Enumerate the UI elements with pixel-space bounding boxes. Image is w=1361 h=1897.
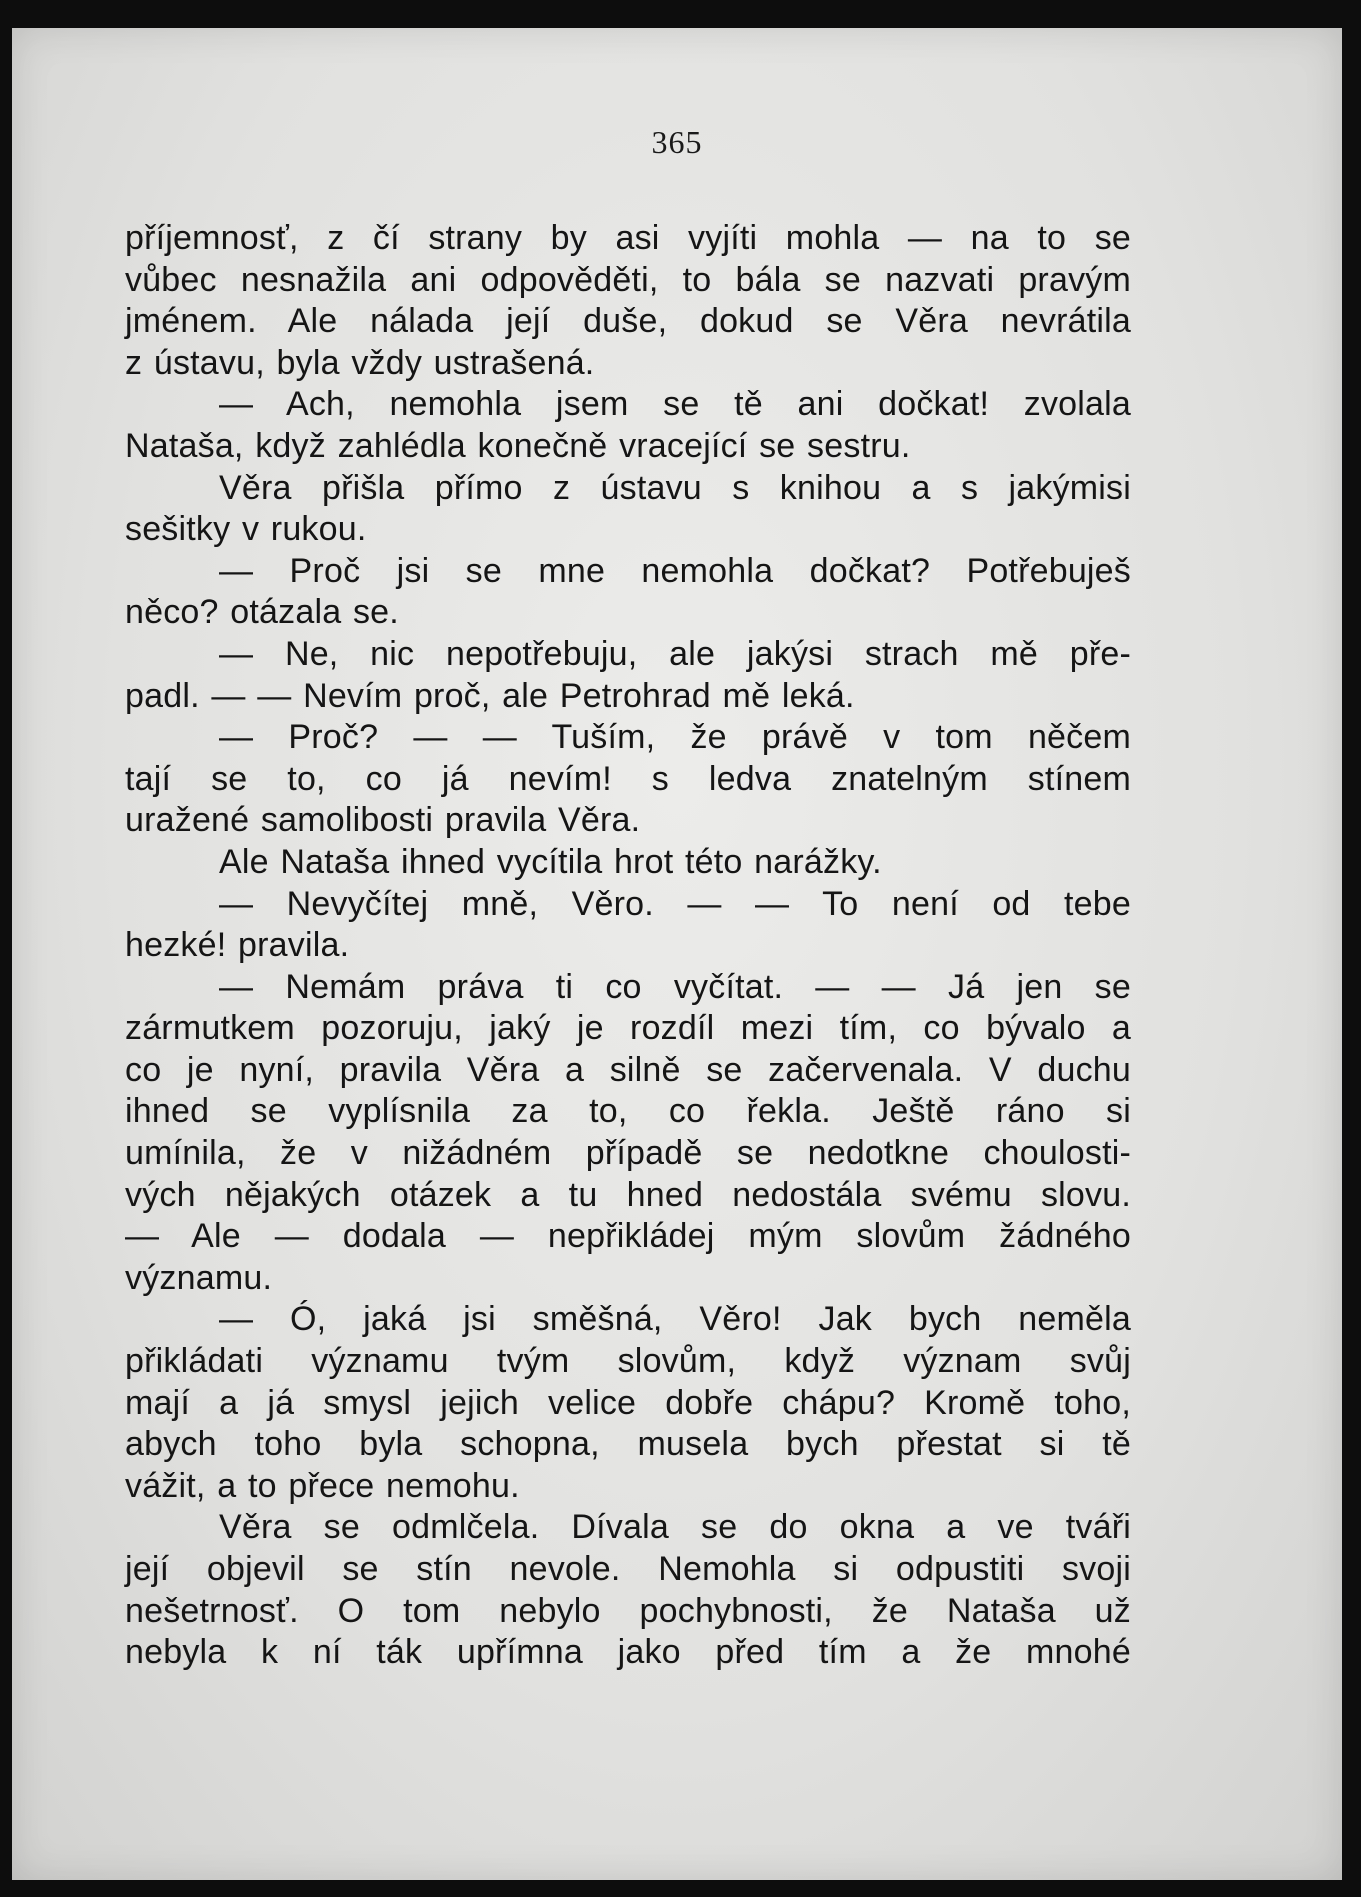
text-line: — Proč? — — Tuším, že právě v tom něčem bbox=[219, 718, 1131, 757]
text-line: vých nějakých otázek a tu hned nedostála svému slovu. bbox=[125, 1175, 1131, 1214]
text-line: přikládati významu tvým slovům, když význam svůj bbox=[125, 1342, 1131, 1381]
text-line: Ale Nataša ihned vycítila hrot této narážky. bbox=[219, 842, 882, 881]
text-line: z ústavu, byla vždy ustrašená. bbox=[125, 343, 595, 382]
book-page bbox=[12, 28, 1342, 1880]
text-line: něco? otázala se. bbox=[125, 593, 399, 632]
text-line: — Nemám práva ti co vyčítat. — — Já jen se bbox=[219, 967, 1131, 1006]
text-line: — Ne, nic nepotřebuju, ale jakýsi strach mě pře- bbox=[219, 634, 1131, 673]
text-line: příjemnosť, z čí strany by asi vyjíti mohla — na to se bbox=[125, 219, 1131, 257]
page-number: 365 bbox=[651, 124, 703, 160]
text-line: — Ó, jaká jsi směšná, Věro! Jak bych neměla bbox=[219, 1300, 1131, 1339]
text-line: zármutkem pozoruju, jaký je rozdíl mezi tím, co bývalo a bbox=[125, 1009, 1131, 1048]
text-line: nebyla k ní ták upřímna jako před tím a že mnohé bbox=[125, 1633, 1131, 1672]
text-line: významu. bbox=[125, 1258, 273, 1297]
text-line: abych toho byla schopna, musela bych přestat si tě bbox=[125, 1425, 1131, 1464]
text-line: padl. — — Nevím proč, ale Petrohrad mě leká. bbox=[125, 676, 855, 715]
text-line: mají a já smysl jejich velice dobře chápu? Kromě toho, bbox=[125, 1383, 1131, 1422]
text-line: Věra se odmlčela. Dívala se do okna a ve tváři bbox=[219, 1508, 1131, 1547]
text-line: ihned se vyplísnila za to, co řekla. Ještě ráno si bbox=[125, 1092, 1131, 1131]
text-line: — Ale — dodala — nepřikládej mým slovům žádného bbox=[125, 1217, 1131, 1256]
text-line: tají se to, co já nevím! s ledva znatelným stínem bbox=[125, 759, 1131, 798]
text-line: sešitky v rukou. bbox=[125, 510, 367, 549]
text-line: její objevil se stín nevole. Nemohla si odpustiti svoji bbox=[125, 1550, 1131, 1588]
text-line: nešetrnosť. O tom nebylo pochybnosti, že Nataša už bbox=[125, 1591, 1131, 1630]
text-line: — Proč jsi se mne nemohla dočkat? Potřebuješ bbox=[219, 551, 1131, 590]
text-line: vážit, a to přece nemohu. bbox=[125, 1466, 520, 1505]
text-line: uražené samolibosti pravila Věra. bbox=[125, 801, 641, 840]
text-line: — Nevyčítej mně, Věro. — — To není od tebe bbox=[219, 884, 1131, 923]
text-line: jménem. Ale nálada její duše, dokud se Věra nevrátila bbox=[125, 302, 1131, 341]
body-text bbox=[125, 218, 1131, 1674]
text-line: hezké! pravila. bbox=[125, 926, 350, 965]
text-line: Nataša, když zahlédla konečně vracející se sestru. bbox=[125, 426, 911, 465]
text-line: umínila, že v nižádném případě se nedotkne choulosti- bbox=[125, 1134, 1131, 1173]
text-line: Věra přišla přímo z ústavu s knihou a s jakýmisi bbox=[219, 468, 1131, 507]
text-line: co je nyní, pravila Věra a silně se začervenala. V duchu bbox=[125, 1050, 1131, 1089]
text-line: — Ach, nemohla jsem se tě ani dočkat! zvolala bbox=[219, 385, 1131, 424]
text-line: vůbec nesnažila ani odpověděti, to bála se nazvati pravým bbox=[125, 260, 1131, 299]
